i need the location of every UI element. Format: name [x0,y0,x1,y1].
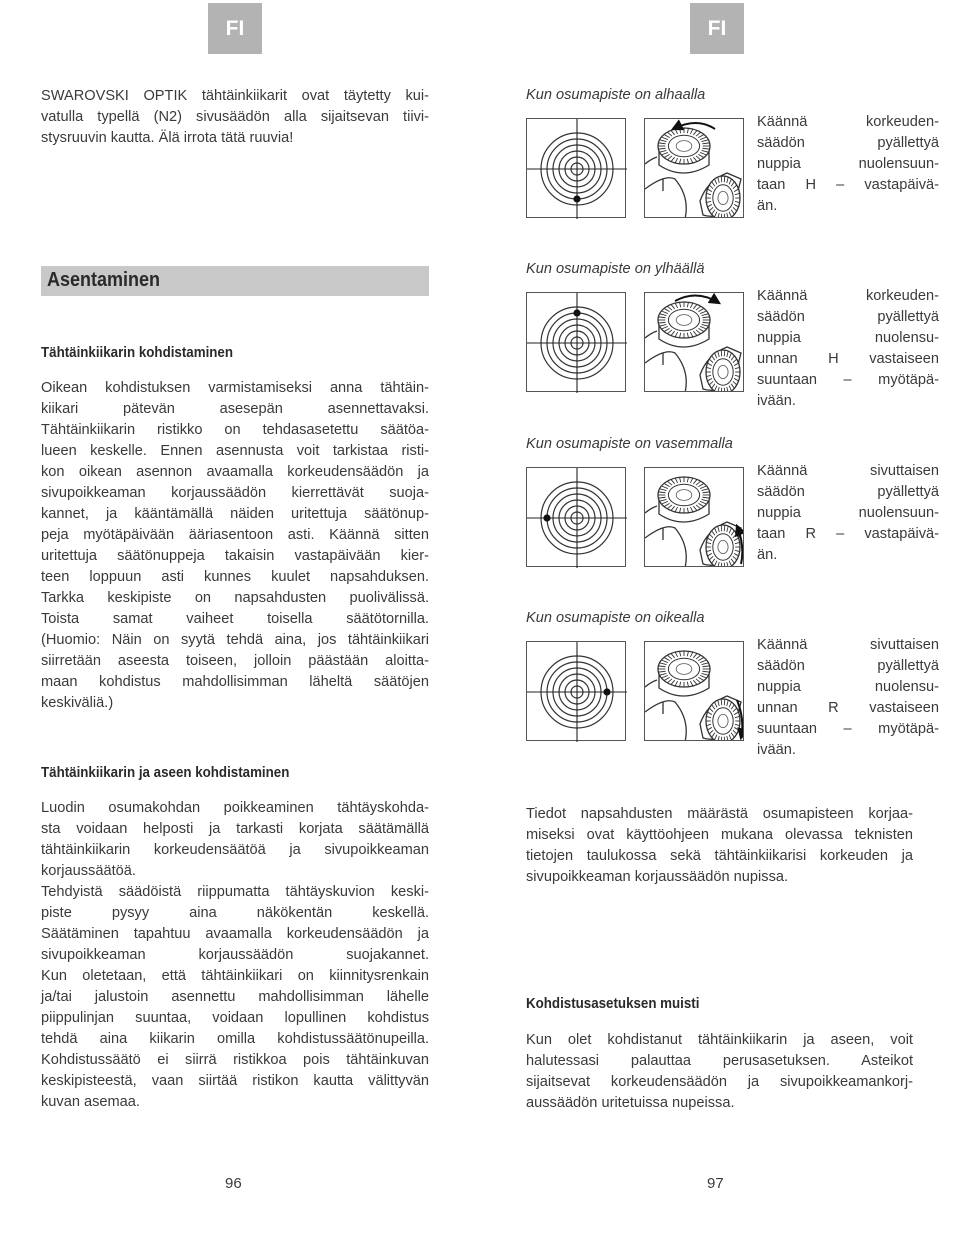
click-info-paragraph [526,804,913,888]
figure-description [757,286,939,412]
impact-point [543,514,550,521]
language-tab-right: FI [690,3,744,54]
text-line: Kohdistussäätö ei siirrä ristikkoa pois tähtäinkuvan [41,1052,429,1068]
text-line: stysruuvin kautta. Älä irrota tätä ruuvia! [41,130,294,146]
text-line: säädön pyällettyä [757,309,939,325]
text-line: säädön pyällettyä [757,484,939,500]
text-line: ivään. [757,393,796,409]
text-line: (Huomio: Näin on syytä tehdä aina, jos tähtäinkiikari [41,632,429,648]
elevation-knob [658,651,710,687]
turret-illustration [644,118,744,218]
text-line: sivupoikkeaman korjaussäädön nupissa. [526,869,789,885]
text-line: tähtäinkiikarin korkeudensäätöä ja sivupoikkeaman [41,842,429,858]
text-line: unnan R vastaiseen [757,700,939,716]
text-line: nuppia nuolensuun- [757,156,939,172]
text-line: Käännä sivuttaisen [757,463,939,479]
target-diagram [526,467,626,567]
target-diagram [526,292,626,392]
intro-paragraph [41,86,429,149]
text-line: teen loppuun asti kunnes kuulet napsahduksen. [41,569,429,585]
text-line: peja myötäpäivään ääriasentoon asti. Käännä sitten [41,527,429,543]
text-line: Tarkka keskipiste on napsahdusten puolivälissä. [41,590,429,606]
figure-description [757,461,939,566]
caption-hit-high: Kun osumapiste on ylhäällä [526,261,705,277]
text-line: Toista samat vaiheet toisella säätötornilla. [41,611,429,627]
impact-point [573,195,580,202]
text-line: uritettuja säätönuppeja takaisin vastapäivään kier- [41,548,429,564]
text-line: Luodin osumakohdan poikkeaminen tähtäyskohda- [41,800,429,816]
text-line: aussäädön uritetuissa nupeissa. [526,1095,735,1111]
text-line: sijaitsevat korkeudensäädön ja sivupoikkeamankorj- [526,1074,913,1090]
turret-illustration [644,641,744,741]
text-line: tietojen taulukossa sekä tähtäinkiikarisi korkeuden ja [526,848,913,864]
text-line: siirretään aseesta toiseen, jolloin päästään aloitta- [41,653,429,669]
body-scope-and-gun-alignment [41,798,429,1113]
page-number-right: 97 [707,1175,724,1192]
elevation-knob [658,477,710,513]
text-line: Tehdyistä säädöistä riippumatta tähtäyskuvion keski- [41,884,429,900]
heading-scope-and-gun-alignment: Tähtäinkiikarin ja aseen kohdistaminen [41,765,290,781]
elevation-knob [658,302,710,338]
windage-knob [706,350,740,392]
text-line: miseksi ovat käyttöohjeen mukana olevassa teknisten [526,827,913,843]
turret-illustration [644,467,744,567]
text-line: Käännä korkeuden- [757,114,939,130]
text-line: taan H – vastapäivä- [757,177,939,193]
text-line: kon oikean asennon avaamalla korkeudensäädön ja [41,464,429,480]
target-diagram [526,641,626,741]
section-bar [41,266,429,296]
impact-point [573,309,580,316]
text-line: unnan H vastaiseen [757,351,939,367]
text-line: korjaussäätöä. [41,863,136,879]
heading-scope-alignment: Tähtäinkiikarin kohdistaminen [41,345,233,361]
text-line: SWAROVSKI OPTIK tähtäinkiikarit ovat täytetty kui- [41,88,429,104]
text-line: kuvan asemaa. [41,1094,140,1110]
text-line: maan kohdistus mahdollisimman läheltä säätöjen [41,674,429,690]
page-number-left: 96 [225,1175,242,1192]
text-line: piippulinjan suuntaa, voidaan lopullinen kohdistus [41,1010,429,1026]
caption-hit-left: Kun osumapiste on vasemmalla [526,436,733,452]
text-line: Käännä sivuttaisen [757,637,939,653]
text-line: nuppia nuolensu- [757,330,939,346]
text-line: piste pysyy aina näkökentän keskellä. [41,905,429,921]
impact-point [603,688,610,695]
text-line: keskipisteestä, vaan siirtää ristikon kautta välittyvän [41,1073,429,1089]
elevation-knob [658,128,710,164]
text-line: Kun oletetaan, että tähtäinkiikari on kiinnitysrenkain [41,968,429,984]
text-line: ja/tai jalustoin asennettu mahdollisimman lähelle [41,989,429,1005]
windage-knob [706,525,740,567]
text-line: halutessasi palauttaa perusasetuksen. Asteikot [526,1053,913,1069]
language-tab-left: FI [208,3,262,54]
text-line: Kun olet kohdistanut tähtäinkiikarin ja aseen, voit [526,1032,913,1048]
text-line: än. [757,547,778,563]
text-line: sivupoikkeaman korjaussäädön kierrettävät suoja- [41,485,429,501]
text-line: Tähtäinkiikarin ristikko on tehdasasetettu säätöa- [41,422,429,438]
windage-knob [706,699,740,741]
text-line: lueen keskelle. Ennen asennusta voit tarkistaa risti- [41,443,429,459]
figure-description [757,112,939,217]
text-line: kiikari pätevän asesepän asennettavaksi. [41,401,429,417]
text-line: Oikean kohdistuksen varmistamiseksi anna tähtäin- [41,380,429,396]
windage-knob [706,176,740,218]
text-line: sivupoikkeaman korjaussäädön suojakannet. [41,947,429,963]
body-zero-memory [526,1030,913,1114]
text-line: keskiväliä.) [41,695,114,711]
text-line: säädön pyällettyä [757,658,939,674]
caption-hit-low: Kun osumapiste on alhaalla [526,87,706,103]
text-line: tehdä aina kiikarin omilla kohdistussäätönupeilla. [41,1031,429,1047]
text-line: kannet, ja kääntämällä näiden uritettuja säätönup- [41,506,429,522]
body-scope-alignment [41,378,429,714]
text-line: Käännä korkeuden- [757,288,939,304]
target-diagram [526,118,626,218]
section-title: Asentaminen [47,269,161,291]
text-line: suuntaan – myötäpä- [757,372,939,388]
text-line: säädön pyällettyä [757,135,939,151]
text-line: Säätäminen tapahtuu avaamalla korkeudensäädön ja [41,926,429,942]
heading-zero-memory: Kohdistusasetuksen muisti [526,996,700,1012]
text-line: taan R – vastapäivä- [757,526,939,542]
text-line: sta voidaan helposti ja tarkasti korjata säätämällä [41,821,429,837]
text-line: Tiedot napsahdusten määrästä osumapisteen korjaa- [526,806,913,822]
text-line: ivään. [757,742,796,758]
text-line: suuntaan – myötäpä- [757,721,939,737]
text-line: än. [757,198,778,214]
figure-description [757,635,939,761]
turret-illustration [644,292,744,392]
text-line: nuppia nuolensu- [757,679,939,695]
text-line: vatulla typellä (N2) sivusäädön alla sijaitsevan tiivi- [41,109,429,125]
text-line: nuppia nuolensuun- [757,505,939,521]
caption-hit-right: Kun osumapiste on oikealla [526,610,705,626]
